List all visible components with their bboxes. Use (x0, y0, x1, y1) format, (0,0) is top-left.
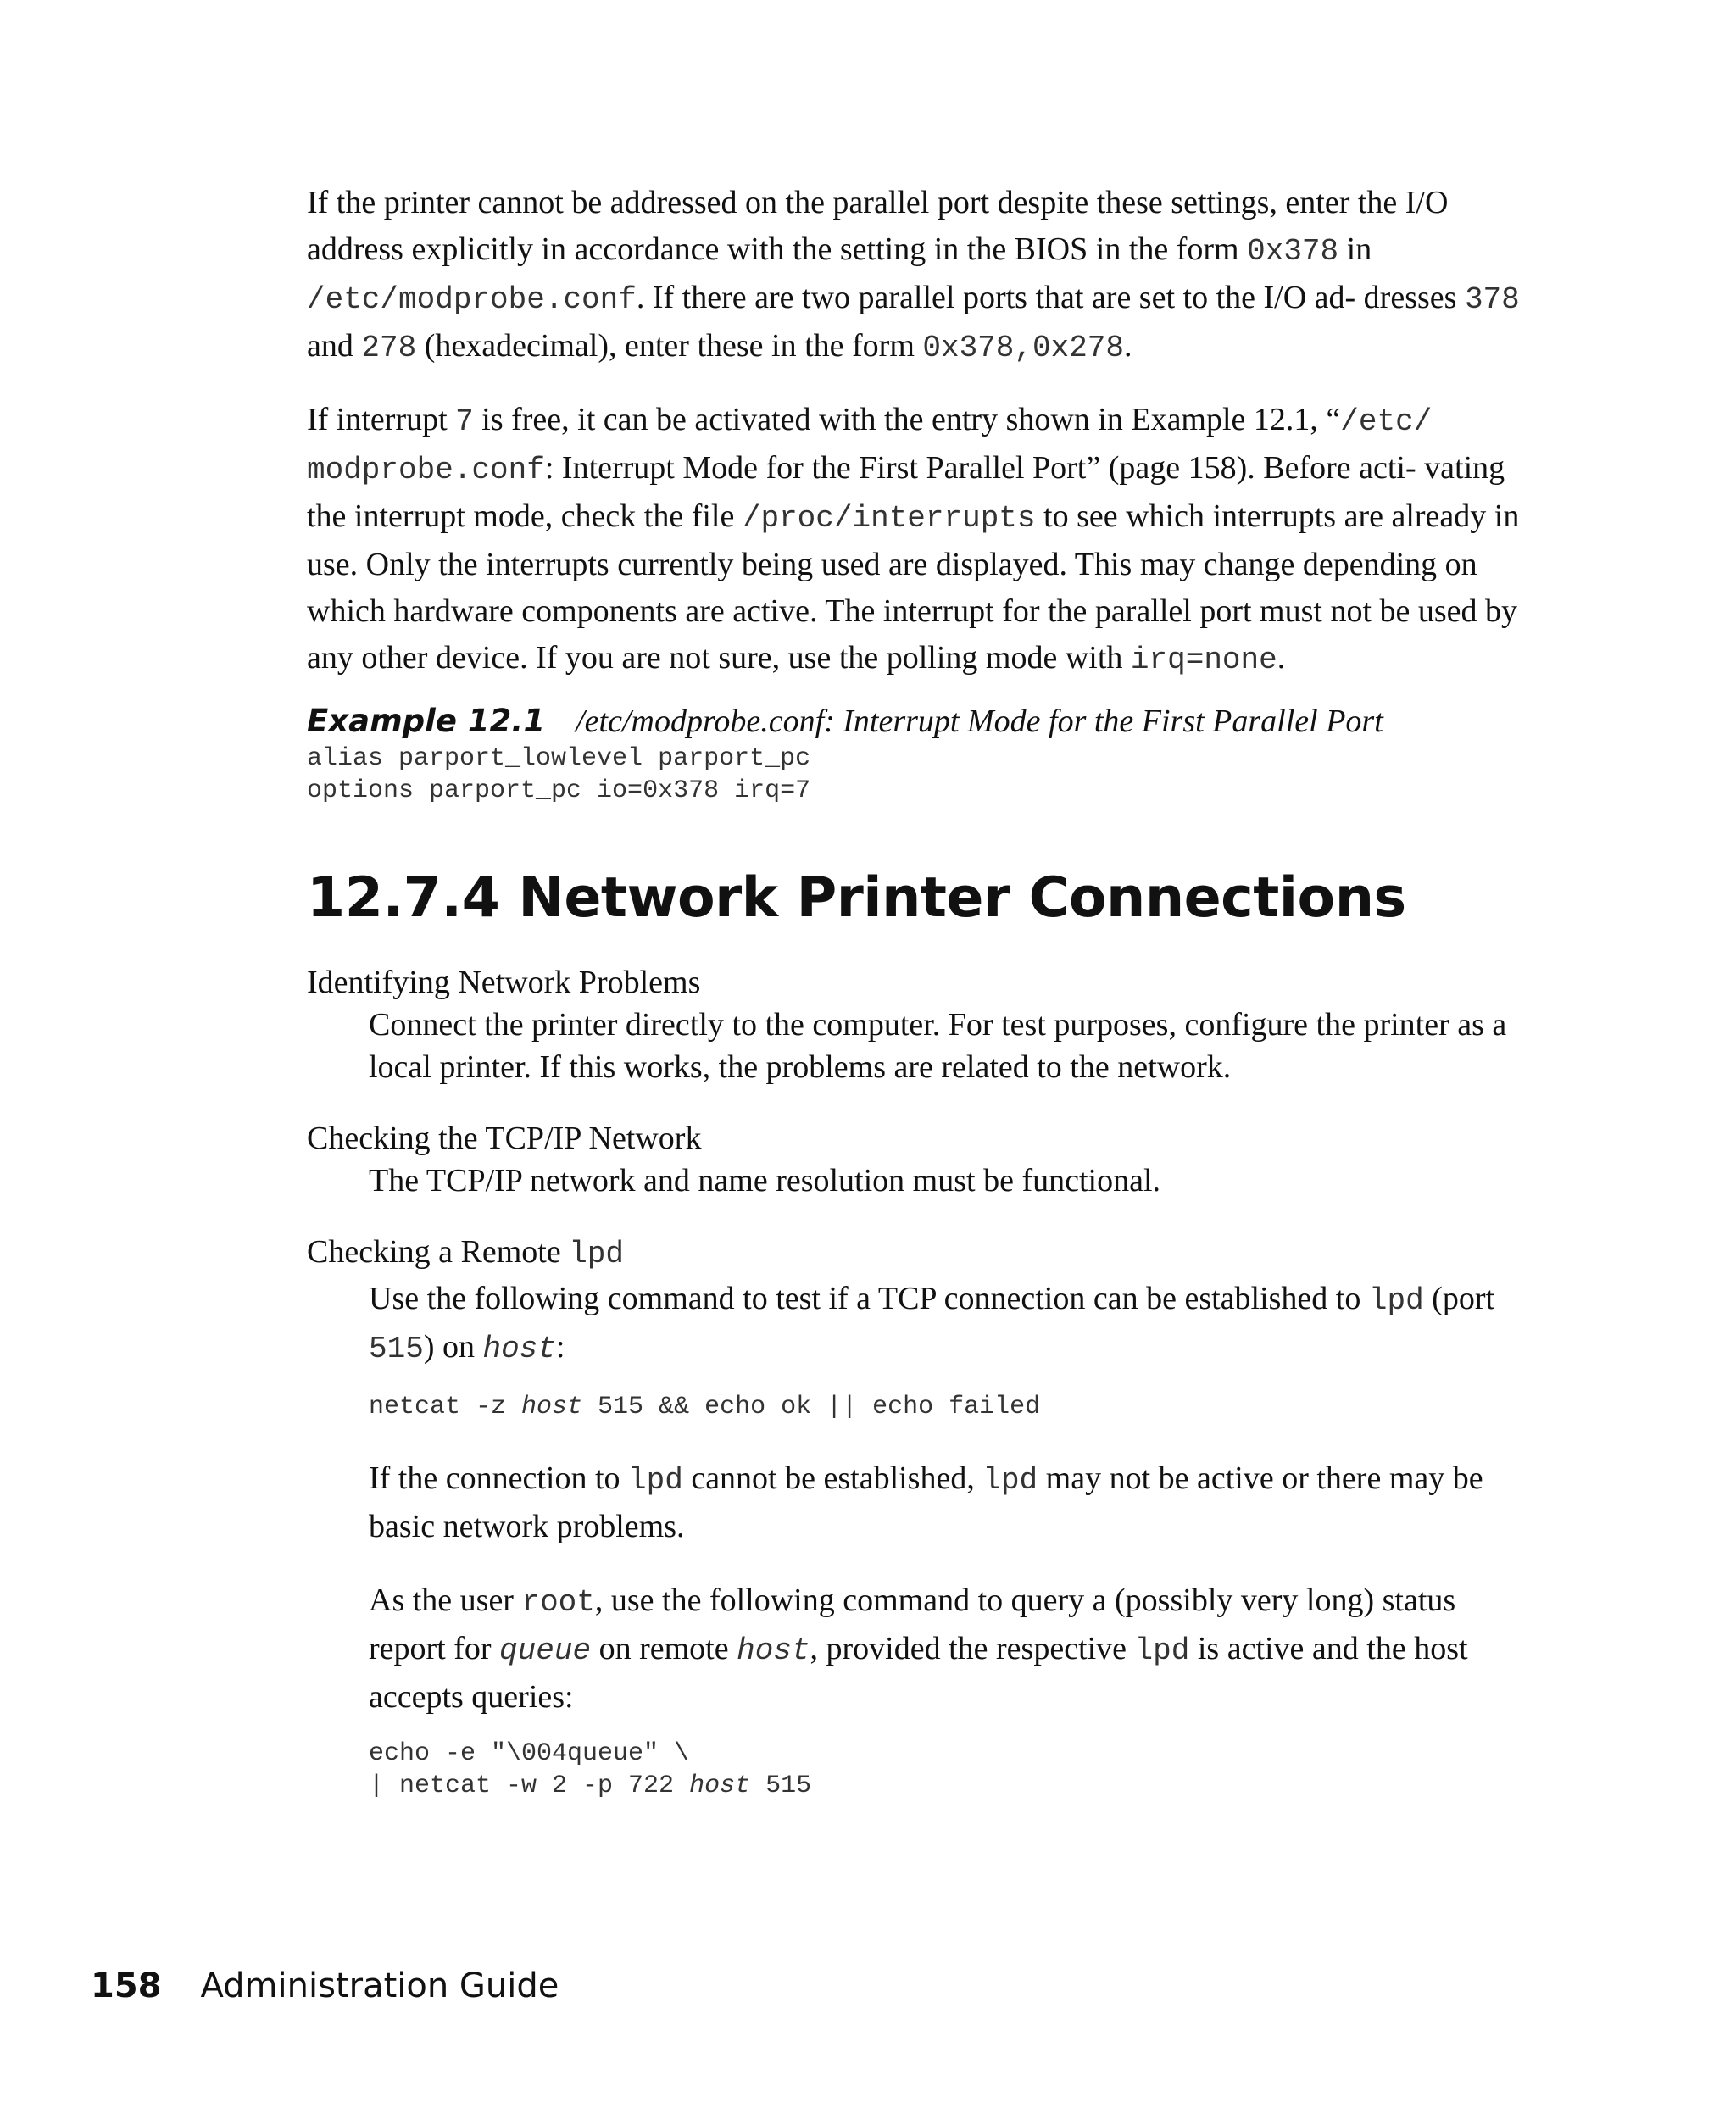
text: . (1277, 640, 1286, 676)
paragraph-io-address (307, 180, 1536, 371)
inline-code: 0x378,0x278 (922, 331, 1125, 365)
entry-checking-tcpip (307, 1117, 1536, 1202)
text: If interrupt (307, 402, 456, 437)
entry-term: Checking the TCP/IP Network (307, 1121, 702, 1156)
text: Use the following command to test if a TCP connection can be established to (369, 1281, 1369, 1316)
code-text: netcat -z (369, 1393, 522, 1421)
book-title: Administration Guide (200, 1966, 559, 2005)
entry-term (307, 1231, 1536, 1276)
code-line: options parport_pc io=0x378 irq=7 (307, 776, 811, 805)
text: As the user (369, 1582, 522, 1618)
inline-code: 7 (455, 404, 474, 439)
text: . If there are two parallel ports that are set to the I/O ad- dresses (636, 280, 1465, 315)
example-code (307, 743, 1536, 807)
text: in (1338, 231, 1372, 267)
text: If the printer cannot be addressed on the parallel port despite these settings, enter the I/O address explicitly in accordance with the setting in the BIOS in the form (307, 185, 1449, 267)
inline-code: 0x378 (1247, 234, 1339, 269)
text: ) on (423, 1329, 483, 1365)
text: . (1124, 328, 1132, 364)
text: to see which interrupts are already in use. Only the interrupts currently being used are displayed. This may change depending on which hardware components are active. The interrupt for the parallel port must not be used by any other device. If you are not sure, use the polling mode with (307, 498, 1520, 676)
text: Checking a Remote (307, 1234, 570, 1270)
text: , provided the respective (810, 1631, 1135, 1666)
entry-identifying-network-problems (307, 961, 1536, 1088)
page-number: 158 (91, 1966, 162, 2005)
code-placeholder: host (521, 1393, 583, 1421)
text: , use the following command to query a (possibly very long) status report for (369, 1582, 1456, 1666)
inline-code: irq=none (1130, 642, 1277, 677)
entry-description (369, 1276, 1536, 1802)
example-caption: /etc/modprobe.conf: Interrupt Mode for the First Parallel Port (576, 704, 1383, 739)
inline-code: queue (499, 1633, 592, 1668)
inline-code: lpd (569, 1237, 625, 1271)
page-content (307, 180, 1536, 1802)
command-status-query (369, 1738, 1536, 1802)
example-block (307, 700, 1536, 807)
example-title (307, 700, 1536, 743)
text: cannot be established, (682, 1460, 983, 1496)
example-label: Example 12.1 (307, 703, 546, 739)
inline-code: /etc/modprobe.conf (307, 282, 637, 317)
paragraph (369, 1577, 1536, 1721)
command-netcat-test (369, 1391, 1536, 1423)
code-line: echo -e "\004queue" \ (369, 1739, 690, 1768)
inline-code: host (737, 1633, 810, 1668)
inline-code: 278 (361, 331, 417, 365)
inline-code: 378 (1464, 282, 1520, 317)
inline-code: lpd (1368, 1283, 1424, 1318)
text: may not be active or there may be basic network problems. (369, 1460, 1483, 1544)
inline-code: 515 (369, 1332, 424, 1366)
entry-term: Identifying Network Problems (307, 965, 701, 1000)
paragraph (369, 1455, 1536, 1550)
inline-code: lpd (982, 1463, 1038, 1498)
code-text: | netcat -w 2 -p 722 (369, 1771, 690, 1800)
entry-checking-remote-lpd (307, 1231, 1536, 1802)
entry-description: The TCP/IP network and name resolution must be functional. (369, 1163, 1161, 1199)
text: (port (1423, 1281, 1495, 1316)
code-placeholder: host (689, 1771, 751, 1800)
inline-code: lpd (1134, 1633, 1190, 1668)
code-line: alias parport_lowlevel parport_pc (307, 744, 811, 773)
inline-code: /etc/ modprobe.conf (307, 404, 1433, 487)
section-heading: 12.7.4 Network Printer Connections (307, 866, 1406, 930)
text: on remote (591, 1631, 737, 1666)
inline-code: /proc/interrupts (742, 501, 1036, 536)
inline-code: root (521, 1585, 595, 1620)
text: If the connection to (369, 1460, 629, 1496)
text: is free, it can be activated with the entry shown in Example 12.1, “ (473, 402, 1341, 437)
page-footer (91, 1965, 559, 2007)
text: : Interrupt Mode for the First Parallel Port” (page 158). Before acti- vating the interrupt mode, check the file (307, 450, 1505, 534)
code-text: 515 (750, 1771, 812, 1800)
entry-description: Connect the printer directly to the computer. For test purposes, configure the printer as a local printer. If this works, the problems are related to the network. (369, 1007, 1507, 1085)
inline-code: host (482, 1332, 556, 1366)
inline-code: lpd (628, 1463, 683, 1498)
text: (hexadecimal), enter these in the form (416, 328, 923, 364)
text: and (307, 328, 362, 364)
text: : (555, 1329, 565, 1365)
text: is active and the host accepts queries: (369, 1631, 1468, 1715)
code-text: 515 && echo ok || echo failed (582, 1393, 1041, 1421)
paragraph-interrupt (307, 397, 1536, 683)
paragraph (369, 1276, 1536, 1372)
